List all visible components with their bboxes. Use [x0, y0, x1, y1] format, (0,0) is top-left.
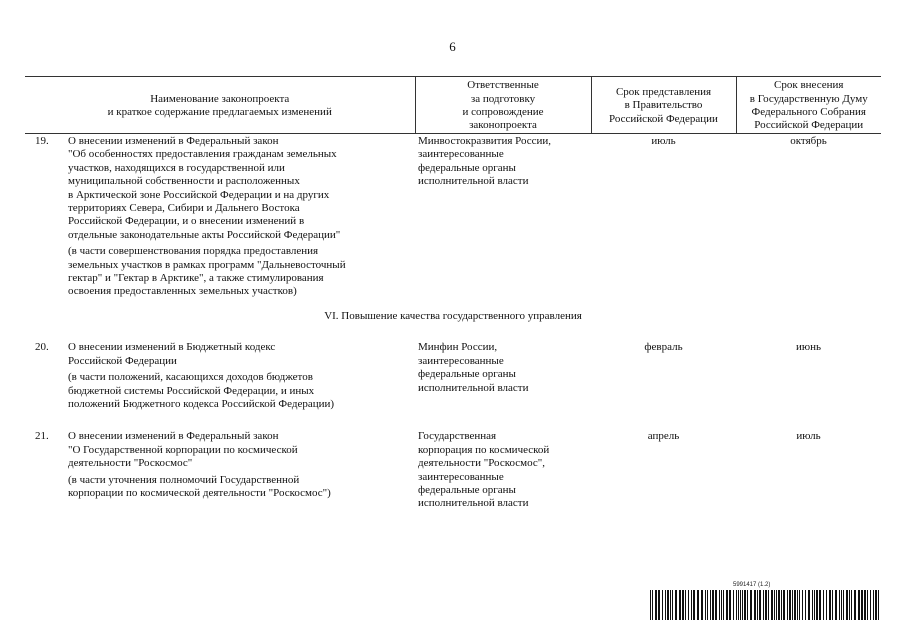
barcode-bar	[843, 590, 844, 620]
barcode-number: 5991417 (1.2)	[733, 582, 771, 588]
barcode-bar	[783, 590, 785, 620]
barcode-bar	[816, 590, 818, 620]
barcode-bar	[719, 590, 720, 620]
barcode-bar	[776, 590, 777, 620]
duma-deadline-cell: июнь	[795, 341, 821, 354]
header-duma-deadline-text: Срок внесения в Государственную Думу Федерального Собрания Российской Федерации	[749, 79, 868, 132]
bills-table	[25, 76, 881, 511]
barcode-bar	[665, 590, 666, 620]
table-row	[25, 429, 881, 510]
barcode-bar	[757, 590, 758, 620]
bill-note: (в части совершенствования порядка предоставления земельных участков в рамках программ "Дальневосточный гектар" и "Гектар в Арктике", а также стимулирования освоения предоставленных земельных участков)	[68, 245, 346, 298]
barcode-bar	[781, 590, 782, 620]
barcode-bar	[742, 590, 743, 620]
barcode-bar	[691, 590, 692, 620]
barcode-bar	[726, 590, 728, 620]
barcode-bar	[839, 590, 840, 620]
barcode-bar	[841, 590, 842, 620]
barcode-bar	[682, 590, 684, 620]
table-row	[25, 340, 881, 411]
barcode-bar	[778, 590, 780, 620]
barcode-bar	[650, 590, 651, 620]
barcode-bar	[774, 590, 775, 620]
barcode-bar	[723, 590, 724, 620]
barcode-bar	[854, 590, 856, 620]
gov-deadline-cell: февраль	[644, 341, 683, 354]
barcode-bar	[675, 590, 677, 620]
bill-title: О внесении изменений в Федеральный закон "Об особенностях предоставления гражданам земельных участков, находящихся в государственной или муниципальной собственности и расположенных в Арктической зоне Российской Федерации и на других территориях Севера, Сибири и Дальнего Востока Российской Федерации, и о внесении изменений в отдельные законодательные акты Российской Федерации"	[68, 135, 341, 241]
barcode-bar	[814, 590, 815, 620]
barcode-bar	[846, 590, 848, 620]
barcode-bar	[805, 590, 806, 620]
barcode-bar	[794, 590, 796, 620]
row-number: 19.	[35, 135, 49, 147]
barcode-bar	[693, 590, 695, 620]
barcode-bar	[812, 590, 813, 620]
barcode-icon	[649, 590, 883, 620]
barcode-bar	[870, 590, 871, 620]
header-gov-deadline-text: Срок представления в Правительство Российской Федерации	[609, 85, 718, 125]
barcode-bar	[754, 590, 756, 620]
barcode-bar	[797, 590, 798, 620]
barcode-bar	[787, 590, 788, 620]
barcode-bar	[747, 590, 748, 620]
barcode-bar	[799, 590, 800, 620]
header-duma-deadline	[736, 77, 881, 134]
barcode-bar	[802, 590, 803, 620]
page-number: 6	[449, 39, 456, 54]
barcode-bar	[655, 590, 657, 620]
barcode-bar	[792, 590, 793, 620]
section-row	[25, 299, 881, 340]
bill-title: О внесении изменений в Федеральный закон "О Государственной корпорации по космической деятельности "Роскосмос"	[68, 430, 298, 470]
barcode-bar	[875, 590, 877, 620]
responsible-cell: Минвостокразвития России, заинтересованные федеральные органы исполнительной власти	[418, 135, 552, 188]
header-responsible-text: Ответственные за подготовку и сопровождение законопроекта	[462, 79, 544, 132]
barcode-bar	[826, 590, 827, 620]
barcode-bar	[763, 590, 764, 620]
barcode-bar	[759, 590, 761, 620]
barcode-bar	[878, 590, 879, 620]
barcode-bar	[707, 590, 708, 620]
barcode-bar	[768, 590, 769, 620]
table-row	[25, 134, 881, 299]
barcode-bar	[744, 590, 746, 620]
barcode-bar	[750, 590, 752, 620]
responsible-cell: Государственная корпорация по космической деятельности "Роскосмос", заинтересованные федеральные органы исполнительной власти	[418, 430, 550, 510]
barcode-bar	[736, 590, 737, 620]
barcode-bar	[710, 590, 711, 620]
bill-note: (в части уточнения полномочий Государственной корпорации по космической деятельности "Роскосмос")	[68, 473, 331, 499]
barcode-bar	[688, 590, 689, 620]
header-responsible	[415, 77, 591, 134]
barcode-bar	[667, 590, 669, 620]
barcode-bar	[867, 590, 868, 620]
barcode-bar	[662, 590, 663, 620]
barcode-bar	[858, 590, 860, 620]
duma-deadline-cell: июль	[796, 430, 821, 443]
barcode-bar	[712, 590, 714, 620]
section-heading: VI. Повышение качества государственного управления	[324, 309, 582, 322]
barcode-bar	[832, 590, 833, 620]
barcode-bar	[652, 590, 653, 620]
barcode-block	[649, 582, 883, 620]
bill-name-cell	[25, 429, 415, 510]
barcode-bar	[864, 590, 866, 620]
barcode-bar	[808, 590, 810, 620]
barcode-bar	[835, 590, 837, 620]
bill-name-cell	[25, 134, 415, 299]
barcode-bar	[721, 590, 722, 620]
bill-name-cell	[25, 340, 415, 411]
barcode-bar	[849, 590, 850, 620]
barcode-bar	[873, 590, 874, 620]
header-gov-deadline	[591, 77, 736, 134]
barcode-bar	[672, 590, 673, 620]
barcode-bar	[851, 590, 852, 620]
gov-deadline-cell: июль	[651, 135, 676, 147]
barcode-bar	[705, 590, 706, 620]
barcode-bar	[729, 590, 731, 620]
barcode-bar	[697, 590, 699, 620]
duma-deadline-cell: октябрь	[790, 135, 827, 147]
barcode-bar	[771, 590, 773, 620]
table-header-row	[25, 77, 881, 134]
barcode-bar	[740, 590, 741, 620]
barcode-bar	[861, 590, 863, 620]
bill-title: О внесении изменений в Бюджетный кодекс Российской Федерации	[68, 341, 276, 367]
header-name-text: Наименование законопроекта и краткое содержание предлагаемых изменений	[107, 92, 332, 118]
barcode-bar	[679, 590, 681, 620]
row-spacer	[25, 411, 881, 429]
barcode-bar	[701, 590, 703, 620]
barcode-bar	[765, 590, 767, 620]
barcode-bar	[715, 590, 717, 620]
barcode-bar	[658, 590, 660, 620]
header-name	[25, 77, 415, 134]
barcode-bar	[829, 590, 831, 620]
barcode-bar	[819, 590, 821, 620]
barcode-bar	[670, 590, 671, 620]
barcode-bar	[733, 590, 734, 620]
row-number: 21.	[35, 430, 49, 443]
row-number: 20.	[35, 341, 49, 354]
responsible-cell: Минфин России, заинтересованные федеральные органы исполнительной власти	[418, 341, 529, 394]
barcode-bar	[685, 590, 686, 620]
barcode-bar	[823, 590, 824, 620]
barcode-bar	[738, 590, 739, 620]
bill-note: (в части положений, касающихся доходов бюджетов бюджетной системы Российской Федерации, и иных положений Бюджетного кодекса Российской Федерации)	[68, 371, 335, 410]
barcode-bar	[789, 590, 791, 620]
gov-deadline-cell: апрель	[647, 430, 680, 443]
